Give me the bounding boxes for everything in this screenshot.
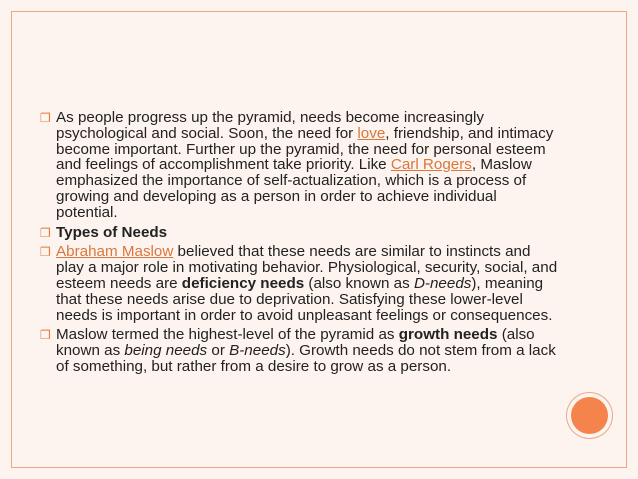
text-span: ). Growth needs do not stem from a lack of something, but rather from a desire to grow as a person. bbox=[56, 342, 556, 375]
section-heading: Types of Needs bbox=[56, 223, 168, 241]
italic-term: D-needs bbox=[413, 274, 472, 292]
boxed-bullet-icon: ❒ bbox=[40, 111, 51, 125]
item-text bbox=[56, 326, 556, 375]
italic-term: being needs bbox=[124, 342, 208, 360]
boxed-bullet-icon: ❒ bbox=[40, 245, 51, 260]
item-text bbox=[56, 109, 553, 221]
text-span: (also known as bbox=[56, 326, 535, 360]
abraham-maslow-link[interactable]: Abraham Maslow bbox=[56, 243, 174, 261]
text-span: , friendship, and intimacy become important. Further up the pyramid, the need for personal esteem and feelings of accomplishment take priority. Like bbox=[56, 124, 554, 174]
text-span: , Maslow emphasized the importance of self-actualization, which is a process of growing and developing as a person in order to achieve individual potential. bbox=[56, 156, 532, 221]
boxed-bullet-icon: ❒ bbox=[40, 328, 51, 343]
text-span: believed that these needs are similar to instincts and play a major role in motivating behavior. Physiological, security, social, and esteem needs are bbox=[56, 243, 558, 292]
carl-rogers-link[interactable]: Carl Rogers bbox=[390, 156, 472, 174]
text-span: (also known as bbox=[304, 274, 414, 292]
bullet-list bbox=[40, 110, 560, 379]
italic-term: B-needs bbox=[229, 342, 286, 360]
text-span: As people progress up the pyramid, needs become increasingly psychological and social. Soon, the need for bbox=[56, 109, 485, 142]
boxed-bullet-icon: ❒ bbox=[40, 225, 51, 240]
text-span: Maslow termed the highest-level of the pyramid as bbox=[56, 326, 399, 344]
decorative-circle bbox=[571, 397, 608, 434]
list-item bbox=[40, 110, 560, 221]
love-link[interactable]: love bbox=[357, 124, 386, 142]
bold-term: deficiency needs bbox=[181, 274, 305, 292]
list-item bbox=[40, 244, 560, 323]
bold-term: growth needs bbox=[398, 326, 498, 344]
text-span: or bbox=[207, 342, 230, 360]
list-item bbox=[40, 327, 560, 374]
text-span: ), meaning that these needs arise due to deprivation. Satisfying these lower-level needs is important in order to avoid unpleasant feelings or consequences. bbox=[56, 274, 553, 324]
list-item bbox=[40, 225, 560, 241]
item-text bbox=[56, 243, 557, 323]
